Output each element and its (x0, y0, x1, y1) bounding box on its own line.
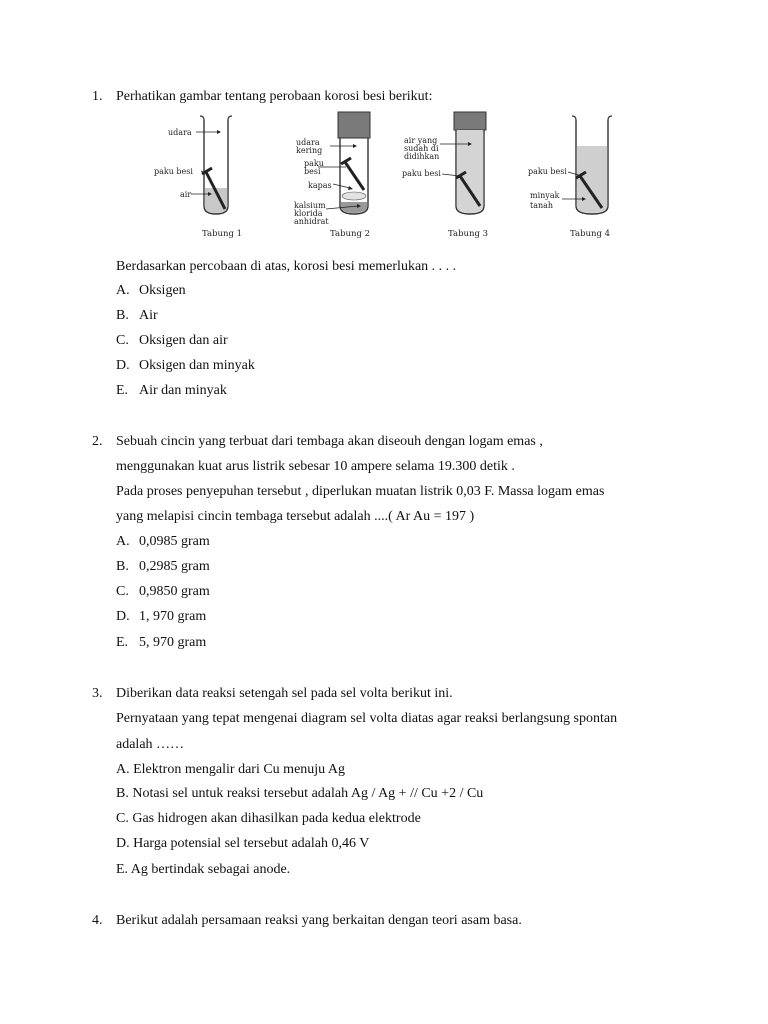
tube3-label-air-yang: air yang (404, 136, 438, 145)
tube1-label-udara: udara (168, 128, 192, 137)
q3-line-3: adalah …… (116, 737, 185, 752)
corrosion-experiment-figure (150, 108, 620, 242)
tube2-label-kering: kering (296, 146, 323, 155)
tube-2 (294, 112, 370, 239)
tube1-label-paku-besi: paku besi (154, 167, 193, 176)
tube2-label-klorida: klorida (294, 209, 323, 218)
tube2-label-kalsium: kalsium (294, 201, 326, 210)
tube4-caption: Tabung 4 (570, 229, 611, 239)
q1-stem: Berdasarkan percobaan di atas, korosi besi memerlukan . . . . (116, 259, 457, 274)
q2-line-3: Pada proses penyepuhan tersebut , diperlukan muatan listrik 0,03 F. Massa logam emas (116, 484, 605, 499)
q3-option-e: E. Ag bertindak sebagai anode. (116, 862, 291, 877)
tube3-label-paku-besi: paku besi (402, 169, 441, 178)
q3-number: 3. (92, 686, 103, 701)
q2-option-d-letter: D. (116, 609, 130, 624)
q1-number: 1. (92, 89, 103, 104)
q2-option-d-text: 1, 970 gram (139, 609, 207, 624)
tube4-label-paku-besi: paku besi (528, 167, 567, 176)
q3-option-d: D. Harga potensial sel tersebut adalah 0,46 V (116, 836, 370, 851)
q3-option-b: B. Notasi sel untuk reaksi tersebut adalah Ag / Ag + // Cu +2 / Cu (116, 786, 484, 801)
tube2-label-besi: besi (304, 167, 321, 176)
q1-option-c-text: Oksigen dan air (139, 333, 228, 348)
q1-option-b-letter: B. (116, 308, 129, 323)
tube2-label-udara: udara (296, 138, 320, 147)
q2-line-2: menggunakan kuat arus listrik sebesar 10 ampere selama 19.300 detik . (116, 459, 515, 474)
tube2-label-anhidrat: anhidrat (294, 217, 329, 226)
q4-number: 4. (92, 913, 103, 928)
tube3-label-didihkan: didihkan (404, 152, 440, 161)
tube3-caption: Tabung 3 (448, 229, 489, 239)
q3-line-2: Pernyataan yang tepat mengenai diagram sel volta diatas agar reaksi berlangsung spontan (116, 711, 618, 726)
tube2-caption: Tabung 2 (330, 229, 371, 239)
q2-option-a-letter: A. (116, 534, 130, 549)
tube4-label-minyak: minyak (530, 191, 560, 200)
q2-option-e-text: 5, 970 gram (139, 635, 207, 650)
q2-option-e-letter: E. (116, 635, 129, 650)
tube2-label-kapas: kapas (308, 181, 332, 190)
q2-option-a-text: 0,0985 gram (139, 534, 210, 549)
q1-option-e-text: Air dan minyak (139, 383, 227, 398)
corrosion-tubes-diagram (150, 108, 620, 242)
tube3-label-sudah-di: sudah di (404, 144, 439, 153)
q2-option-b-text: 0,2985 gram (139, 559, 210, 574)
tube-1 (154, 116, 242, 239)
q2-number: 2. (92, 434, 103, 449)
tube-3 (402, 112, 488, 239)
q2-line-4: yang melapisi cincin tembaga tersebut adalah ....( Ar Au = 197 ) (116, 509, 475, 524)
q1-option-b-text: Air (139, 308, 158, 323)
q1-question: Perhatikan gambar tentang perobaan korosi besi berikut: (116, 89, 433, 104)
q4-question: Berikut adalah persamaan reaksi yang berkaitan dengan teori asam basa. (116, 913, 522, 928)
q2-option-b-letter: B. (116, 559, 129, 574)
q2-option-c-letter: C. (116, 584, 129, 599)
q3-option-a: A. Elektron mengalir dari Cu menuju Ag (116, 762, 346, 777)
q1-option-d-text: Oksigen dan minyak (139, 358, 255, 373)
q3-line-1: Diberikan data reaksi setengah sel pada sel volta berikut ini. (116, 686, 453, 701)
q1-option-a-text: Oksigen (139, 283, 186, 298)
tube4-label-tanah: tanah (530, 201, 554, 210)
q1-option-a-letter: A. (116, 283, 130, 298)
q2-line-1: Sebuah cincin yang terbuat dari tembaga akan diseouh dengan logam emas , (116, 434, 543, 449)
q3-option-c: C. Gas hidrogen akan dihasilkan pada kedua elektrode (116, 811, 421, 826)
q1-option-c-letter: C. (116, 333, 129, 348)
tube2-label-paku: paku (304, 159, 324, 168)
tube-4 (528, 116, 612, 239)
q2-option-c-text: 0,9850 gram (139, 584, 210, 599)
q1-option-d-letter: D. (116, 358, 130, 373)
tube1-caption: Tabung 1 (202, 229, 243, 239)
q1-option-e-letter: E. (116, 383, 129, 398)
tube1-label-air: air (180, 190, 192, 199)
